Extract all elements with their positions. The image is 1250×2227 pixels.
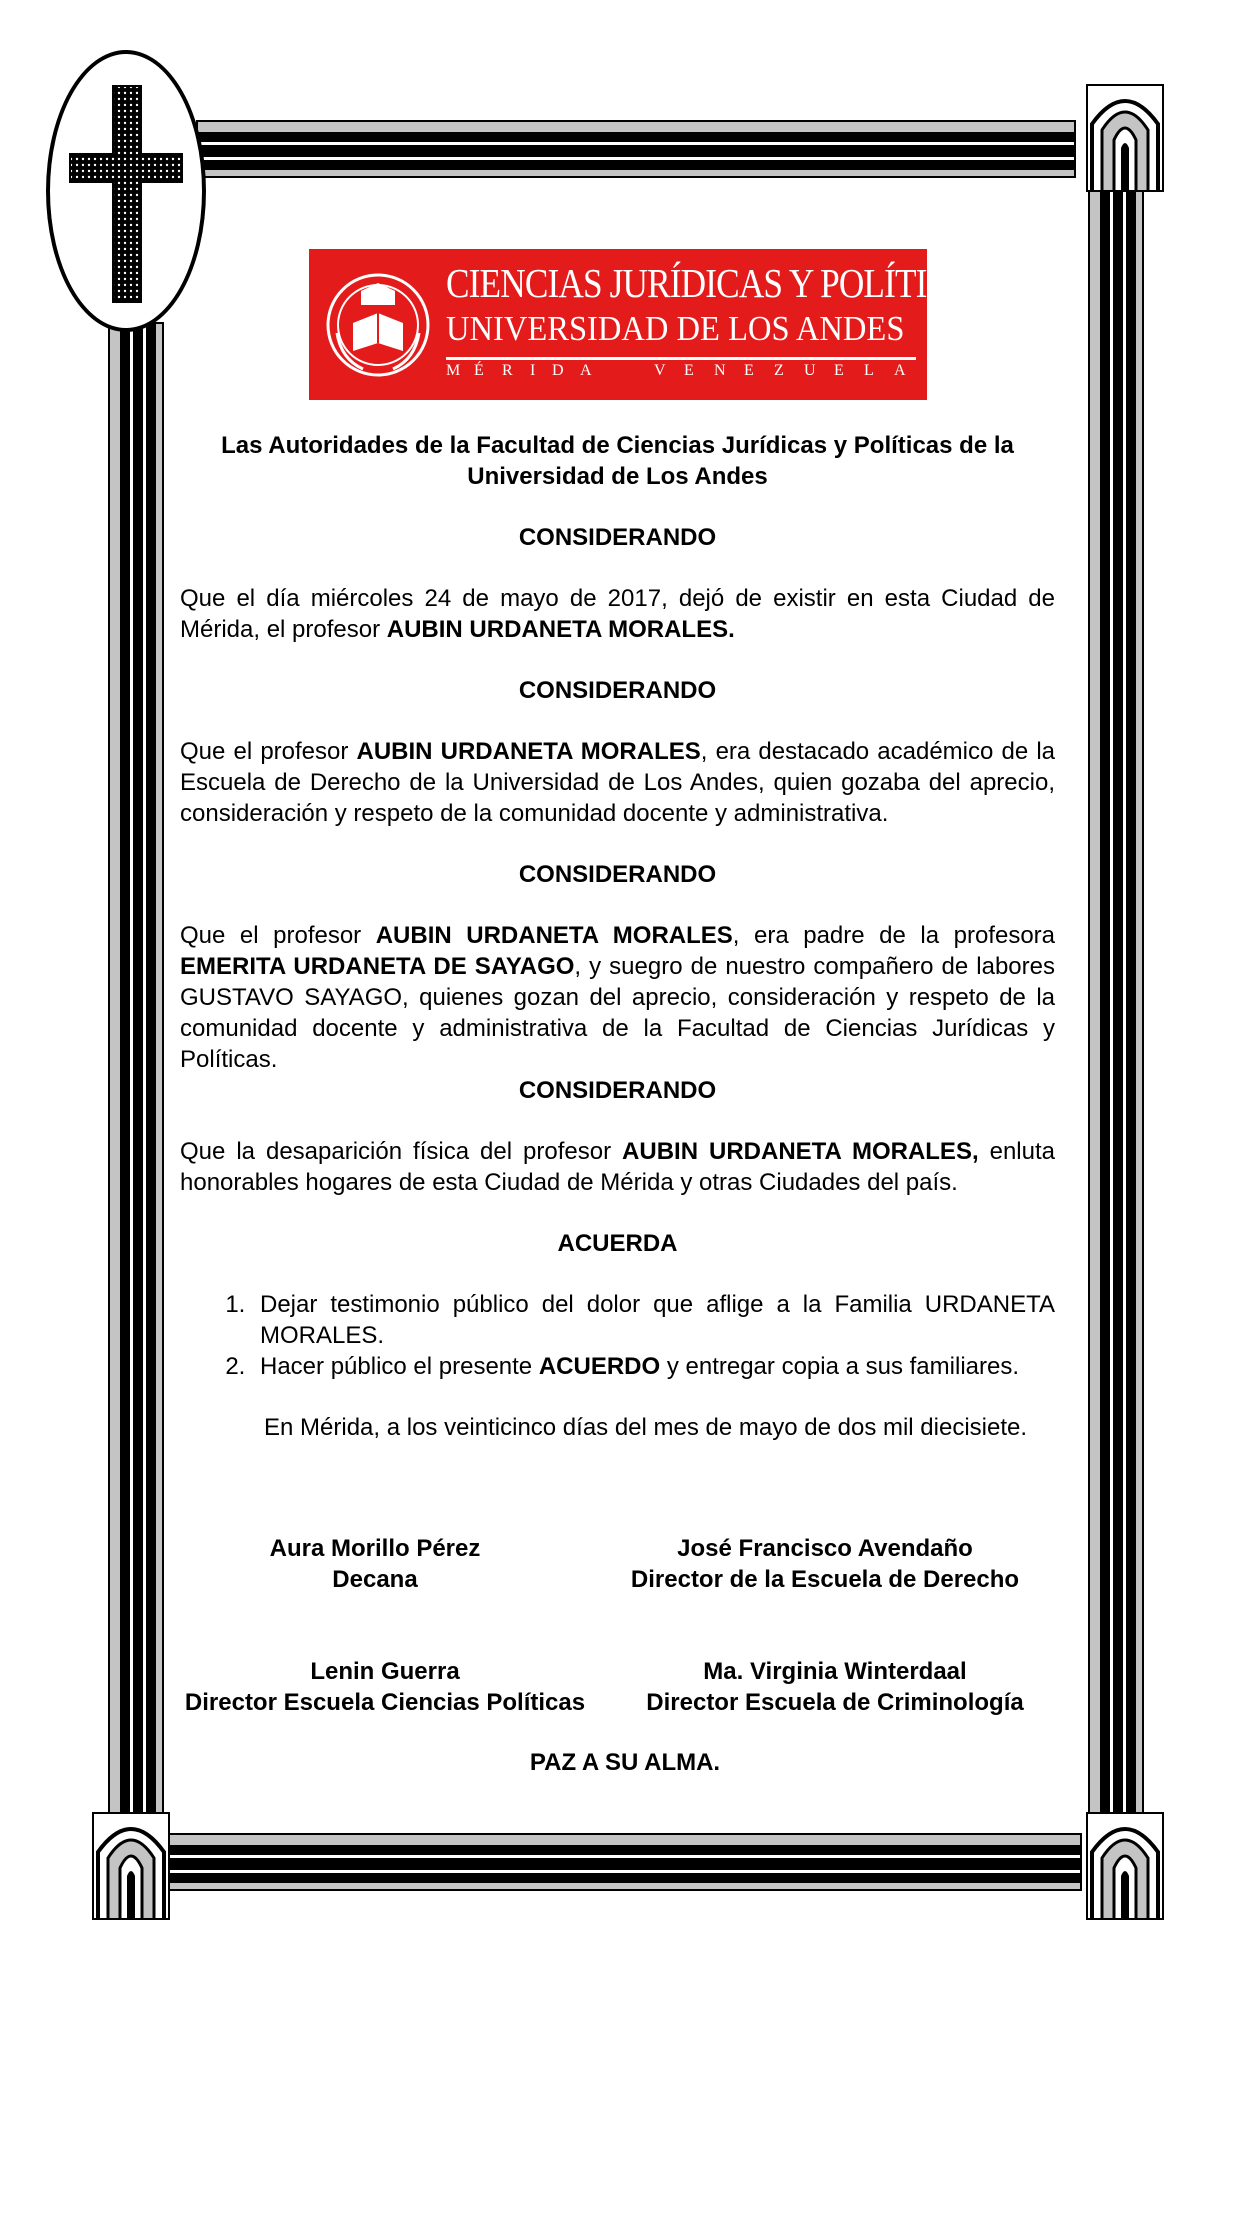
signature-block-dean: [205, 1533, 545, 1595]
professor-name: AUBIN URDANETA MORALES,: [622, 1138, 979, 1165]
text-run: Que la desaparición física del profesor: [180, 1138, 623, 1165]
logo-letter: E: [834, 362, 844, 379]
closing-paragraph: En Mérida, a los veinticinco días del mes de mayo de dos mil diecisiete.: [264, 1414, 1028, 1441]
logo-letter: R: [502, 362, 513, 379]
professor-name: AUBIN URDANETA MORALES: [375, 922, 733, 949]
text-run: , era destacado académico de la Escuela de Derecho de la Universidad de Los Andes, quien gozaba del aprecio, consideración y respeto de la comunidad docente y administrativa.: [180, 738, 1055, 827]
considerando-paragraph-4: [180, 1136, 1055, 1198]
faculty-logo: [309, 249, 993, 400]
intro-heading: Las Autoridades de la Facultad de Ciencias Jurídicas y Políticas de la Universidad de Los Andes: [221, 432, 1014, 490]
signatory-name: José Francisco Avendaño: [677, 1535, 973, 1562]
signature-block-law-director: [615, 1533, 1035, 1595]
professor-name: AUBIN URDANETA MORALES.: [386, 616, 735, 643]
logo-letter: M: [446, 362, 461, 379]
logo-letter: A: [580, 362, 592, 379]
considerando-heading-2: CONSIDERANDO: [518, 677, 717, 704]
logo-letter: I: [530, 362, 536, 379]
acuerda-list: [180, 1289, 1055, 1382]
logo-letter: A: [894, 362, 906, 379]
signature-block-criminology-director: [625, 1656, 1045, 1718]
logo-letter: U: [804, 362, 816, 379]
corner-ornament-top-right: [1086, 84, 1164, 192]
text-run: Dejar testimonio público del dolor que aflige a la Familia URDANETA MORALES.: [260, 1291, 1055, 1349]
acuerda-item-2: [252, 1351, 1055, 1382]
logo-letter: D: [552, 362, 564, 379]
logo-letter: V: [654, 362, 666, 379]
logo-subtitle: UNIVERSIDAD DE LOS ANDES: [446, 309, 905, 348]
considerando-heading-4: CONSIDERANDO: [518, 1077, 717, 1104]
text-run: y entregar copia a sus familiares.: [660, 1353, 1019, 1380]
considerando-heading-3: CONSIDERANDO: [518, 861, 717, 888]
considerando-paragraph-1: [180, 583, 1055, 645]
signatory-title: Decana: [332, 1566, 418, 1593]
signatory-title: Director Escuela de Criminología: [646, 1689, 1024, 1716]
text-run: enluta honorables hogares de esta Ciudad de Mérida y otras Ciudades del país.: [180, 1138, 1055, 1196]
text-run: , era padre de la profesora: [732, 922, 1056, 949]
logo-letter: É: [474, 362, 484, 379]
corner-ornament-bottom-left: [92, 1812, 170, 1920]
frame-right-bar: [1088, 190, 1144, 1840]
closing-blessing: PAZ A SU ALMA.: [529, 1749, 721, 1776]
acuerda-item-1: [252, 1289, 1055, 1351]
logo-letter: E: [744, 362, 754, 379]
signatory-title: Director Escuela Ciencias Políticas: [184, 1689, 586, 1716]
logo-letter: L: [864, 362, 874, 379]
professor-name: AUBIN URDANETA MORALES: [356, 738, 701, 765]
signatory-name: Aura Morillo Pérez: [269, 1535, 481, 1562]
logo-letter: N: [714, 362, 726, 379]
cross-oval: [46, 50, 206, 332]
signatory-name: Ma. Virginia Winterdaal: [703, 1658, 967, 1685]
considerando-paragraph-3: [180, 920, 1055, 1075]
considerando-heading-1: CONSIDERANDO: [518, 524, 717, 551]
logo-title: CIENCIAS JURÍDICAS Y POLÍTICAS: [446, 260, 993, 306]
text-run: Que el profesor: [180, 922, 376, 949]
acuerdo-word: ACUERDO: [538, 1353, 661, 1380]
considerando-paragraph-2: [180, 736, 1055, 829]
cross-icon: [50, 54, 202, 328]
text-run: Que el día miércoles 24 de mayo de 2017, dejó de existir en esta Ciudad de Mérida, el profesor: [180, 585, 1055, 643]
frame-left-bar: [108, 322, 164, 1838]
document-body: [180, 430, 1055, 1443]
text-run: , y suegro de nuestro compañero de labores GUSTAVO SAYAGO, quienes gozan del aprecio, consideración y respeto de la comunidad docente y administrativa de la Facultad de Ciencias Jurídicas y Políticas.: [180, 953, 1055, 1073]
university-seal-icon: [323, 263, 433, 383]
frame-bottom-bar: [116, 1833, 1082, 1891]
logo-letter: E: [684, 362, 694, 379]
text-run: Hacer público el presente: [260, 1353, 539, 1380]
signatory-name: Lenin Guerra: [310, 1658, 460, 1685]
corner-ornament-bottom-right: [1086, 1812, 1164, 1920]
frame-top-bar: [196, 120, 1076, 178]
logo-letter: Z: [774, 362, 784, 379]
signature-block-political-director: [175, 1656, 595, 1718]
signatory-title: Director de la Escuela de Derecho: [630, 1566, 1020, 1593]
logo-divider: [446, 357, 916, 360]
text-run: Que el profesor: [180, 738, 357, 765]
acuerda-heading: ACUERDA: [557, 1230, 678, 1257]
daughter-name: EMERITA URDANETA DE SAYAGO: [180, 953, 575, 980]
